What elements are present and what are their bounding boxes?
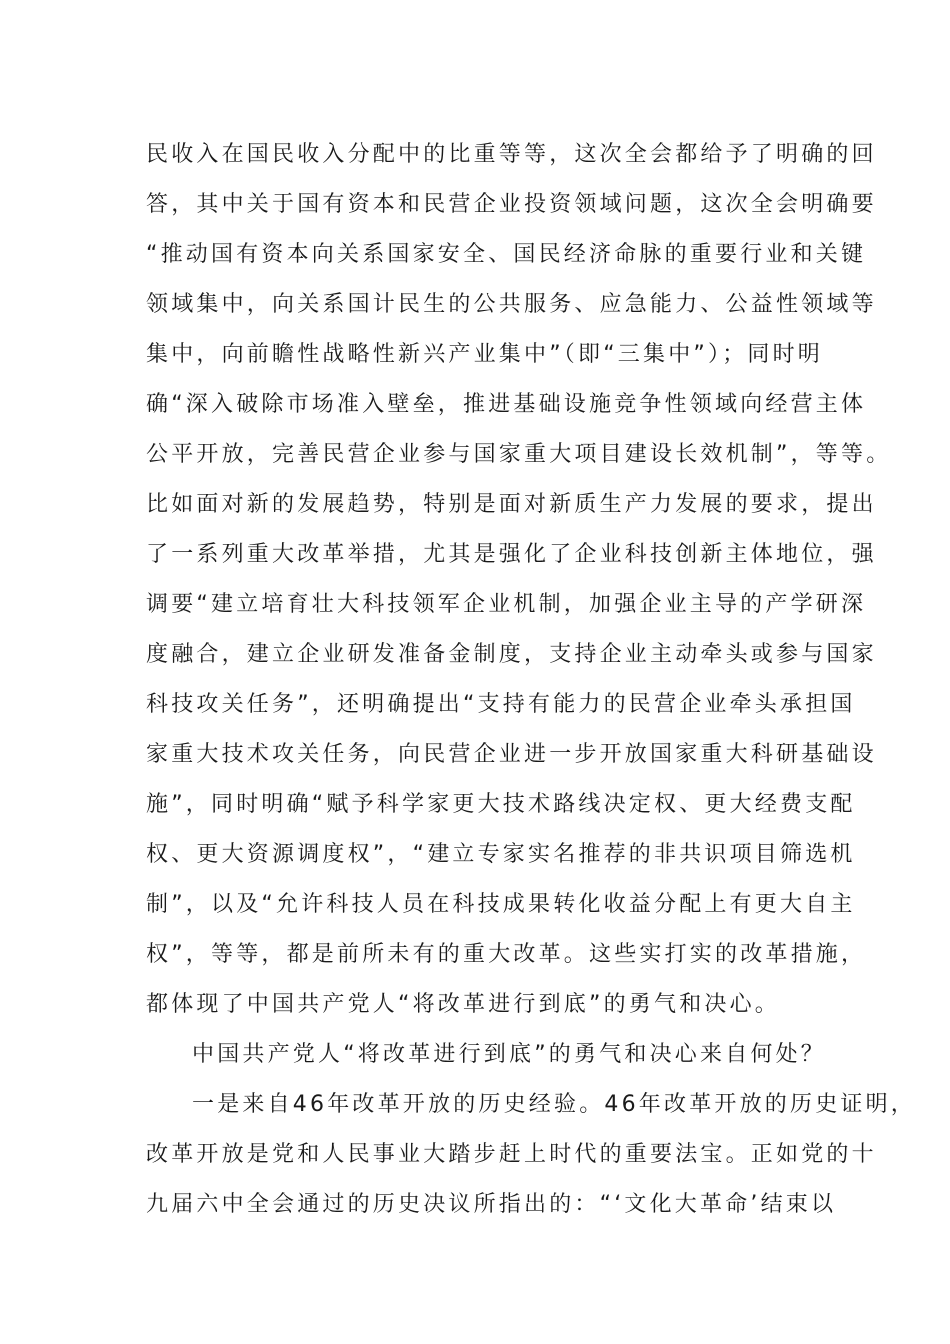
text-line: 答，其中关于国有资本和民营企业投资领域问题，这次全会明确要	[146, 192, 877, 217]
text-line: 权”，等等，都是前所未有的重大改革。这些实打实的改革措施，	[146, 942, 867, 967]
text-line: 九届六中全会通过的历史决议所指出的：“‘文化大革命’结束以	[146, 1192, 837, 1217]
text-line: 领域集中，向关系国计民生的公共服务、应急能力、公益性领域等	[146, 292, 877, 317]
text-line: 民收入在国民收入分配中的比重等等，这次全会都给予了明确的回	[146, 142, 877, 167]
body-text	[146, 130, 916, 1230]
text-line: 科技攻关任务”，还明确提出“支持有能力的民营企业牵头承担国	[146, 692, 856, 717]
text-line: 权、更大资源调度权”，“建立专家实名推荐的非共识项目筛选机	[146, 842, 856, 867]
text-line: 家重大技术攻关任务，向民营企业进一步开放国家重大科研基础设	[146, 742, 877, 767]
text-line: 都体现了中国共产党人“将改革进行到底”的勇气和决心。	[146, 992, 780, 1017]
paragraph-first-line: 中国共产党人“将改革进行到底”的勇气和决心来自何处？	[192, 1042, 826, 1067]
text-line: 改革开放是党和人民事业大踏步赶上时代的重要法宝。正如党的十	[146, 1142, 877, 1167]
text-line: 公平开放，完善民营企业参与国家重大项目建设长效机制”，等等。	[146, 442, 892, 467]
text-line: “推动国有资本向关系国家安全、国民经济命脉的重要行业和关键	[146, 242, 867, 267]
text-line: 比如面对新的发展趋势，特别是面对新质生产力发展的要求，提出	[146, 492, 877, 517]
text-line: 了一系列重大改革举措，尤其是强化了企业科技创新主体地位，强	[146, 542, 877, 567]
text-line: 确“深入破除市场准入壁垒，推进基础设施竞争性领域向经营主体	[146, 392, 867, 417]
text-line: 集中，向前瞻性战略性新兴产业集中”（即“三集中”）；同时明	[146, 342, 823, 367]
text-line: 调要“建立培育壮大科技领军企业机制，加强企业主导的产学研深	[146, 592, 867, 617]
paragraph-first-line: 一是来自46年改革开放的历史经验。46年改革开放的历史证明，	[192, 1092, 916, 1117]
text-line: 施”，同时明确“赋予科学家更大技术路线决定权、更大经费支配	[146, 792, 856, 817]
text-line: 度融合，建立企业研发准备金制度，支持企业主动牵头或参与国家	[146, 642, 877, 667]
text-line: 制”，以及“允许科技人员在科技成果转化收益分配上有更大自主	[146, 892, 856, 917]
